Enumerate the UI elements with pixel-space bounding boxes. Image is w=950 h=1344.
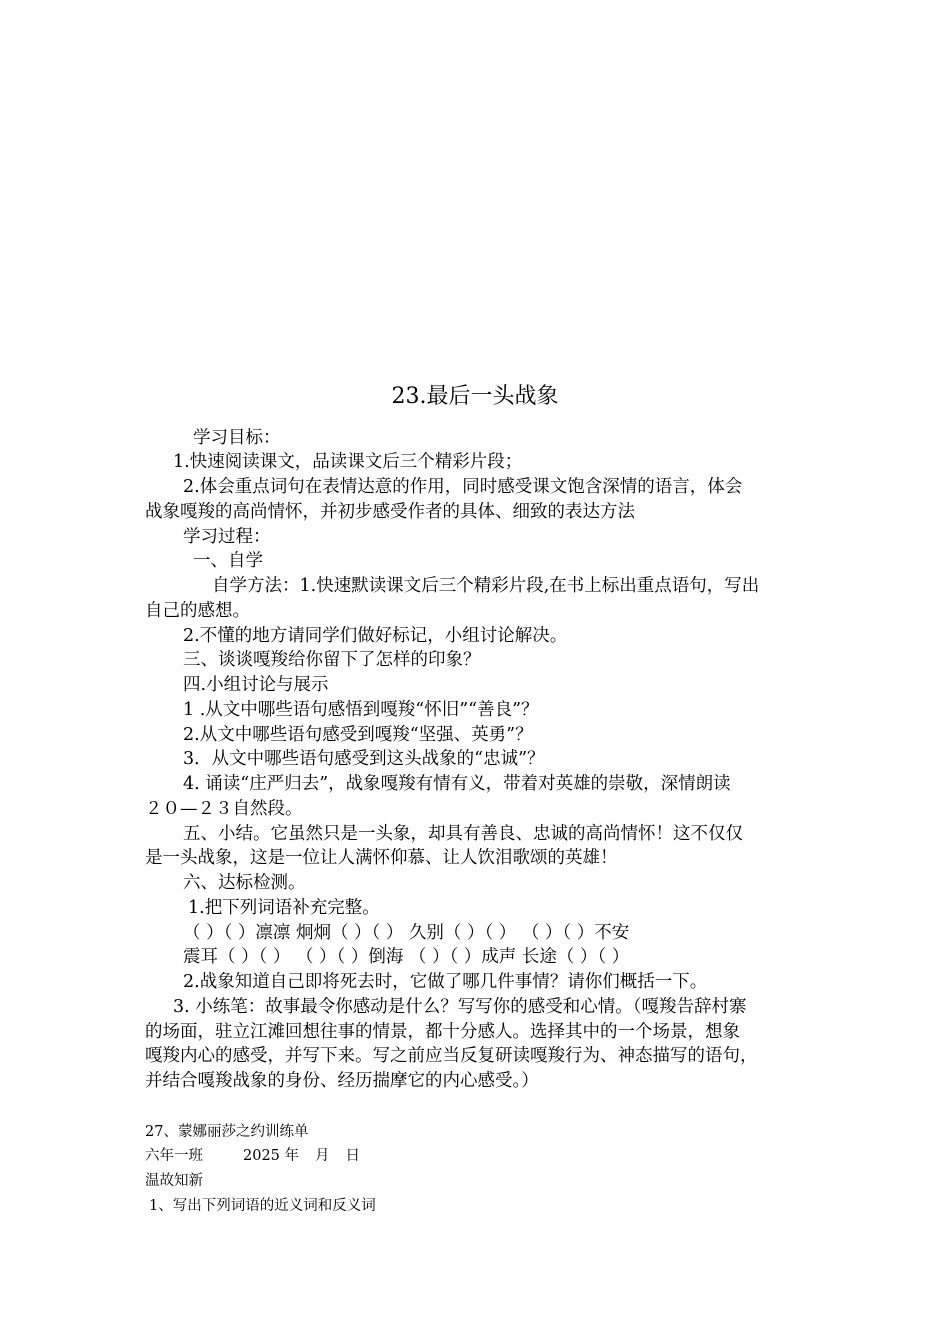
text-line: 是一头战象，这是一位让人满怀仰慕、让人饮泪歌颂的英雄！ bbox=[145, 848, 618, 868]
text-line: 的场面，驻立江滩回想往事的情景，都十分感人。选择其中的一个场景，想象 bbox=[145, 1022, 740, 1042]
text-line: 1 .从文中哪些语句感悟到嘎羧“怀旧”“善良”？ bbox=[183, 700, 539, 720]
date-year: 2025 年 bbox=[243, 1148, 300, 1164]
text-line: 自己的感想。 bbox=[145, 601, 250, 621]
text-line: 3．从文中哪些语句感受到这头战象的“忠诚”？ bbox=[183, 749, 545, 769]
text-line: 2.体会重点词句在表情达意的作用，同时感受课文饱含深情的语言，体会 bbox=[183, 477, 743, 497]
task-line: 1、写出下列词语的近义词和反义词 bbox=[149, 1198, 376, 1214]
page-title: 23.最后一头战象 bbox=[391, 384, 559, 409]
class-name: 六年一班 bbox=[145, 1148, 203, 1164]
text-line: 六、达标检测。 bbox=[183, 873, 306, 893]
text-line: 学习过程： bbox=[183, 527, 271, 547]
section-heading: 温故知新 bbox=[145, 1173, 203, 1189]
text-line: 2.从文中哪些语句感受到嘎羧“坚强、英勇”？ bbox=[183, 725, 533, 745]
text-line: 4. 诵读“庄严归去”，战象嘎羧有情有义，带着对英雄的崇敬，深情朗读 bbox=[183, 774, 731, 794]
text-line: 1.把下列词语补充完整。 bbox=[188, 898, 380, 918]
date-day: 日 bbox=[345, 1148, 361, 1164]
text-line: （ ）（ ）凛凛 炯炯（ ）（ ） 久别（ ）（ ） （ ）（ ）不安 bbox=[183, 923, 630, 943]
text-line: 一、自学 bbox=[193, 551, 263, 571]
text-line: 学习目标： bbox=[193, 428, 281, 448]
text-line: 2.战象知道自己即将死去时，它做了哪几件事情？请你们概括一下。 bbox=[183, 972, 708, 992]
text-line: 自学方法：1.快速默读课文后三个精彩片段,在书上标出重点语句，写出 bbox=[212, 576, 760, 596]
class-date-line bbox=[145, 1146, 360, 1166]
text-line: ２０—２３自然段。 bbox=[145, 799, 303, 819]
date-month: 月 bbox=[315, 1148, 330, 1164]
text-line: 2.不懂的地方请同学们做好标记，小组讨论解决。 bbox=[183, 626, 568, 646]
text-line: 3. 小练笔：故事最令你感动是什么？写写你的感受和心情。（嘎羧告辞村寨 bbox=[173, 997, 747, 1017]
text-line: 四.小组讨论与展示 bbox=[183, 675, 329, 695]
worksheet-heading: 27、蒙娜丽莎之约训练单 bbox=[145, 1124, 309, 1140]
text-line: 五、小结。它虽然只是一头象，却具有善良、忠诚的高尚情怀！这不仅仅 bbox=[183, 824, 743, 844]
text-line: 战象嘎羧的高尚情怀，并初步感受作者的具体、细致的表达方法 bbox=[145, 502, 635, 522]
text-line: 三、谈谈嘎羧给你留下了怎样的印象？ bbox=[183, 650, 481, 670]
text-line: 1.快速阅读课文，品读课文后三个精彩片段； bbox=[173, 452, 523, 472]
text-line: 并结合嘎羧战象的身份、经历揣摩它的内心感受。） bbox=[145, 1071, 539, 1091]
text-line: 嘎羧内心的感受，并写下来。写之前应当反复研读嘎羧行为、神态描写的语句， bbox=[145, 1046, 758, 1066]
text-line: 震耳（ ）（ ） （ ）（ ）倒海 （ ）（ ）成声 长途（ ）（ ） bbox=[183, 947, 630, 967]
